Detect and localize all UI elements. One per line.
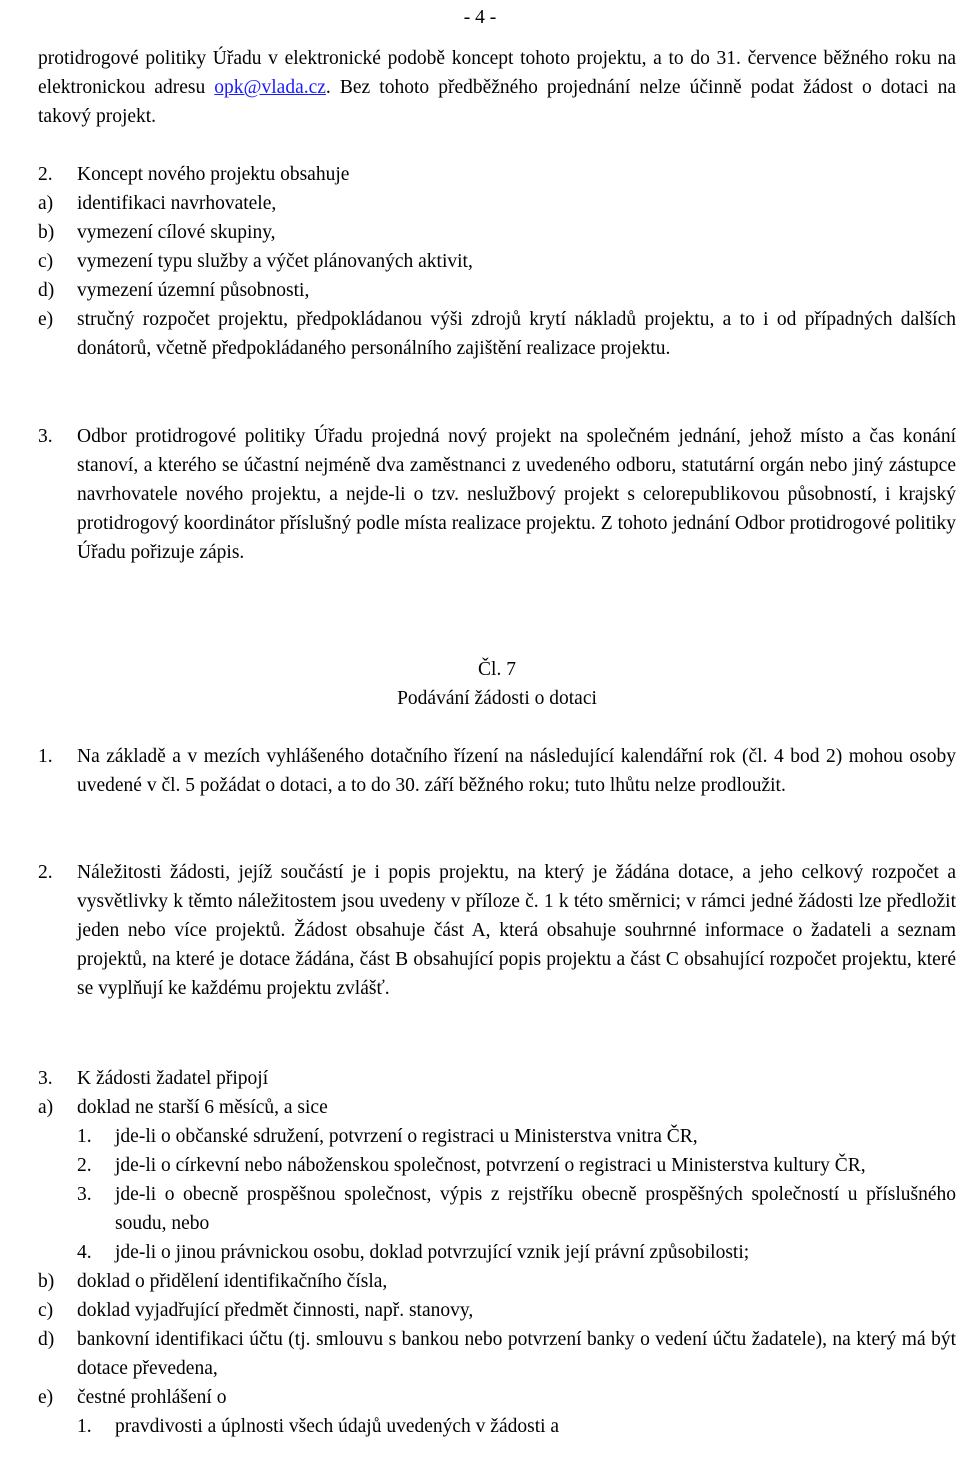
section-3-number: 3. — [38, 426, 53, 447]
list-label: c) — [38, 251, 54, 272]
section-3 — [38, 422, 956, 567]
paragraph-number: 2. — [38, 862, 53, 883]
paragraph-number: 3. — [38, 1068, 53, 1089]
list-label: e) — [38, 309, 54, 330]
intro-text-before: protidrogové politiky Úřadu v elektronické podobě koncept tohoto projektu, a to do 31. července běžného roku na elektronickou adresu — [38, 48, 956, 98]
sublist-item: jde-li o církevní nebo náboženskou společnost, potvrzení o registraci u Ministerstva kultury ČR, — [115, 1155, 866, 1176]
list-item: doklad o přidělení identifikačního čísla, — [77, 1271, 388, 1292]
section-2-text: Koncept nového projektu obsahuje — [77, 164, 350, 185]
list-item: doklad vyjadřující předmět činnosti, např. stanovy, — [77, 1300, 474, 1321]
section-2 — [38, 160, 956, 363]
list-label: d) — [38, 1329, 55, 1350]
list-item: vymezení územní působnosti, — [77, 280, 310, 301]
paragraph-text: Náležitosti žádosti, jejíž součástí je i popis projektu, na který je žádána dotace, a jeho celkový rozpočet a vysvětlivky k těmto náležitostem jsou uvedeny v příloze č. 1 k této směrnici; v rámci jedné žádosti lze předložit jeden nebo více projektů. Žádost obsahuje část A, která obsahuje souhrnné informace o žadateli a seznam projektů, na které je dotace žádána, část B obsahující popis projektu a část C obsahující rozpočet projektu, které se vyplňují ke každému projektu zvlášť. — [77, 862, 956, 999]
article-paragraph-3 — [38, 1064, 956, 1441]
list-item: vymezení typu služby a výčet plánovaných aktivit, — [77, 251, 473, 272]
list-item: vymezení cílové skupiny, — [77, 222, 276, 243]
article-heading — [38, 655, 956, 713]
list-label: e) — [38, 1387, 54, 1408]
sublist-item: jde-li o obecně prospěšnou společnost, výpis z rejstříku obecně prospěšných společností u příslušného soudu, nebo — [115, 1184, 956, 1234]
sublist-item: jde-li o občanské sdružení, potvrzení o registraci u Ministerstva vnitra ČR, — [115, 1126, 698, 1147]
paragraph-text: K žádosti žadatel připojí — [77, 1068, 269, 1089]
article-paragraph-2 — [38, 858, 956, 1003]
intro-text-after: . Bez tohoto předběžného projednání nelze účinně podat žádost o dotaci na takový projekt. — [38, 77, 956, 127]
section-3-text: Odbor protidrogové politiky Úřadu projedná nový projekt na společném jednání, jehož místo a čas konání stanoví, a kterého se účastní nejméně dva zaměstnanci z uvedeného odboru, statutární orgán nebo jiný zástupce navrhovatele nového projektu, a nejde-li o tzv. neslužbový projekt s celorepublikovou působností, i krajský protidrogový koordinátor příslušný podle místa realizace projektu. Z tohoto jednání Odbor protidrogové politiky Úřadu pořizuje zápis. — [77, 426, 956, 563]
article-title: Podávání žádosti o dotaci — [397, 688, 597, 709]
list-item: bankovní identifikaci účtu (tj. smlouvu s bankou nebo potvrzení banky o vedení účtu žadatele), na který má být dotace převedena, — [77, 1329, 956, 1379]
sublist-label: 3. — [77, 1184, 92, 1205]
sublist-item: pravdivosti a úplnosti všech údajů uvedených v žádosti a — [115, 1416, 560, 1437]
list-label: a) — [38, 193, 54, 214]
list-item: doklad ne starší 6 měsíců, a sice — [77, 1097, 328, 1118]
sublist-label: 1. — [77, 1416, 92, 1437]
paragraph-number: 1. — [38, 746, 53, 767]
list-label: a) — [38, 1097, 54, 1118]
sublist-label: 2. — [77, 1155, 92, 1176]
page-number: - 4 - — [463, 7, 497, 28]
section-2-number: 2. — [38, 164, 53, 185]
list-item: identifikaci navrhovatele, — [77, 193, 277, 214]
list-label: c) — [38, 1300, 54, 1321]
sublist-item: jde-li o jinou právnickou osobu, doklad potvrzující vznik její právní způsobilosti; — [115, 1242, 750, 1263]
intro-paragraph — [38, 44, 956, 131]
article-paragraph-1 — [38, 742, 956, 800]
list-label: d) — [38, 280, 55, 301]
email-link[interactable]: opk@vlada.cz — [214, 77, 326, 98]
list-item: stručný rozpočet projektu, předpokládanou výši zdrojů krytí nákladů projektu, a to i od případných dalších donátorů, včetně předpokládaného personálního zajištění realizace projektu. — [77, 309, 956, 359]
list-label: b) — [38, 1271, 55, 1292]
list-item: čestné prohlášení o — [77, 1387, 227, 1408]
paragraph-text: Na základě a v mezích vyhlášeného dotačního řízení na následující kalendářní rok (čl. 4 bod 2) mohou osoby uvedené v čl. 5 požádat o dotaci, a to do 30. září běžného roku; tuto lhůtu nelze prodloužit. — [77, 746, 956, 796]
article-number: Čl. 7 — [478, 659, 516, 680]
list-label: b) — [38, 222, 55, 243]
sublist-label: 1. — [77, 1126, 92, 1147]
sublist-label: 4. — [77, 1242, 92, 1263]
